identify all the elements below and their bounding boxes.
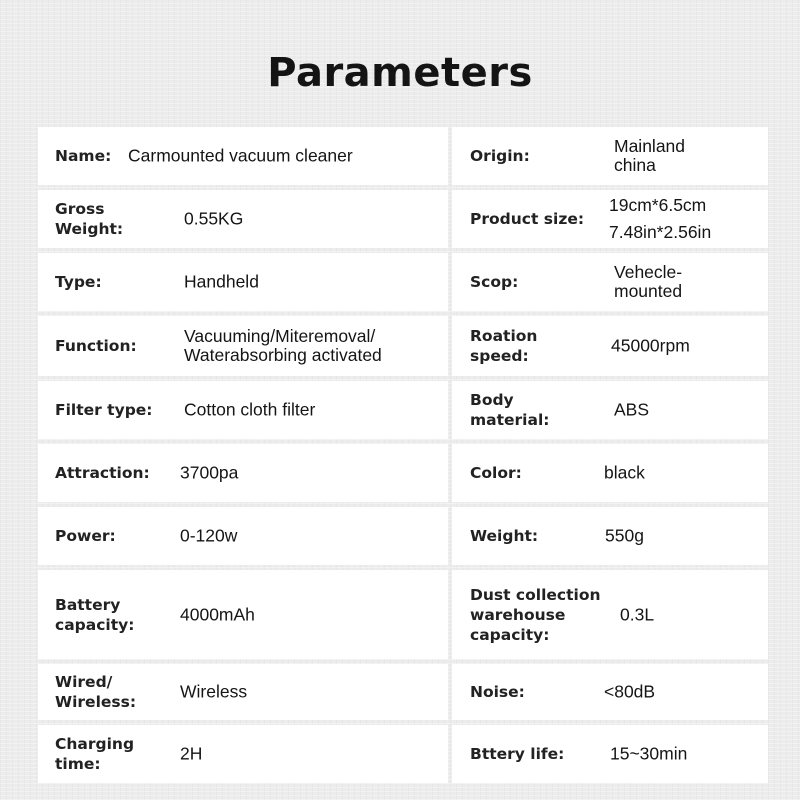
table-row: [38, 253, 768, 311]
table-cell: [38, 127, 448, 185]
table-cell: [452, 381, 768, 439]
row-label: Color:: [470, 464, 522, 482]
row-label: Battery capacity:: [55, 595, 135, 634]
row-value: ABS: [614, 399, 650, 420]
table-cell: [38, 253, 448, 311]
row-value: Carmounted vacuum cleaner: [128, 145, 353, 166]
row-label: Bttery life:: [470, 745, 565, 763]
row-value: 4000mAh: [180, 604, 255, 624]
table-cell: [452, 570, 768, 659]
page-title: Parameters: [267, 50, 533, 96]
row-label: Noise:: [470, 683, 525, 701]
row-value: Vehecle- mounted: [614, 262, 683, 301]
table-row: [38, 725, 768, 783]
row-value: 0.3L: [620, 604, 655, 624]
table-cell: [38, 316, 448, 376]
table-cell: [452, 664, 768, 720]
table-row: [38, 570, 768, 659]
table-cell: [38, 444, 448, 502]
table-row: [38, 190, 768, 248]
table-cell: [38, 570, 448, 659]
table-row: [38, 127, 768, 185]
table-row: [38, 664, 768, 720]
table-cell: [38, 381, 448, 439]
row-label: Dust collection warehouse capacity:: [470, 585, 601, 644]
row-value: <80dB: [604, 681, 656, 702]
row-label: Attraction:: [55, 464, 150, 482]
table-cell: [452, 190, 768, 248]
table-cell: [452, 507, 768, 565]
row-value: 2H: [180, 743, 203, 764]
row-label: Scop:: [470, 273, 519, 291]
row-label: Product size:: [470, 210, 585, 228]
row-label: Weight:: [470, 527, 539, 545]
row-label: Name:: [55, 147, 112, 165]
table-cell: [452, 127, 768, 185]
row-label: Type:: [55, 273, 102, 291]
row-label: Gross Weight:: [55, 200, 124, 238]
table-cell: [38, 664, 448, 720]
row-value: Wireless: [180, 681, 248, 702]
table-cell: [452, 253, 768, 311]
row-label: Function:: [55, 337, 137, 355]
table-row: [38, 507, 768, 565]
row-value: 0-120w: [180, 525, 238, 546]
row-value: 15~30min: [610, 743, 688, 764]
row-label: Origin:: [470, 147, 530, 165]
table-cell: [452, 316, 768, 376]
row-label: Wired/ Wireless:: [55, 673, 137, 711]
row-label: Power:: [55, 527, 116, 545]
row-value: 19cm*6.5cm 7.48in*2.56in: [609, 195, 712, 242]
row-value: Mainland china: [614, 136, 686, 175]
table-cell: [452, 725, 768, 783]
table-row: [38, 316, 768, 376]
row-label: Filter type:: [55, 401, 153, 419]
row-label: Roation speed:: [470, 327, 538, 365]
row-value: black: [604, 462, 645, 483]
table-cell: [38, 190, 448, 248]
table-cell: [452, 444, 768, 502]
row-value: Handheld: [184, 271, 259, 292]
row-label: Charging time:: [55, 735, 135, 773]
row-value: 45000rpm: [611, 335, 690, 356]
table-cell: [38, 725, 448, 783]
parameters-table: [38, 127, 768, 783]
table-row: [38, 381, 768, 439]
row-value: 0.55KG: [184, 208, 244, 229]
row-value: Cotton cloth filter: [184, 399, 316, 420]
row-value: 3700pa: [180, 462, 239, 483]
row-value: 550g: [605, 525, 644, 546]
row-label: Body material:: [470, 391, 550, 429]
row-value: Vacuuming/Miteremoval/ Waterabsorbing activated: [184, 326, 382, 365]
table-cell: [38, 507, 448, 565]
table-row: [38, 444, 768, 502]
